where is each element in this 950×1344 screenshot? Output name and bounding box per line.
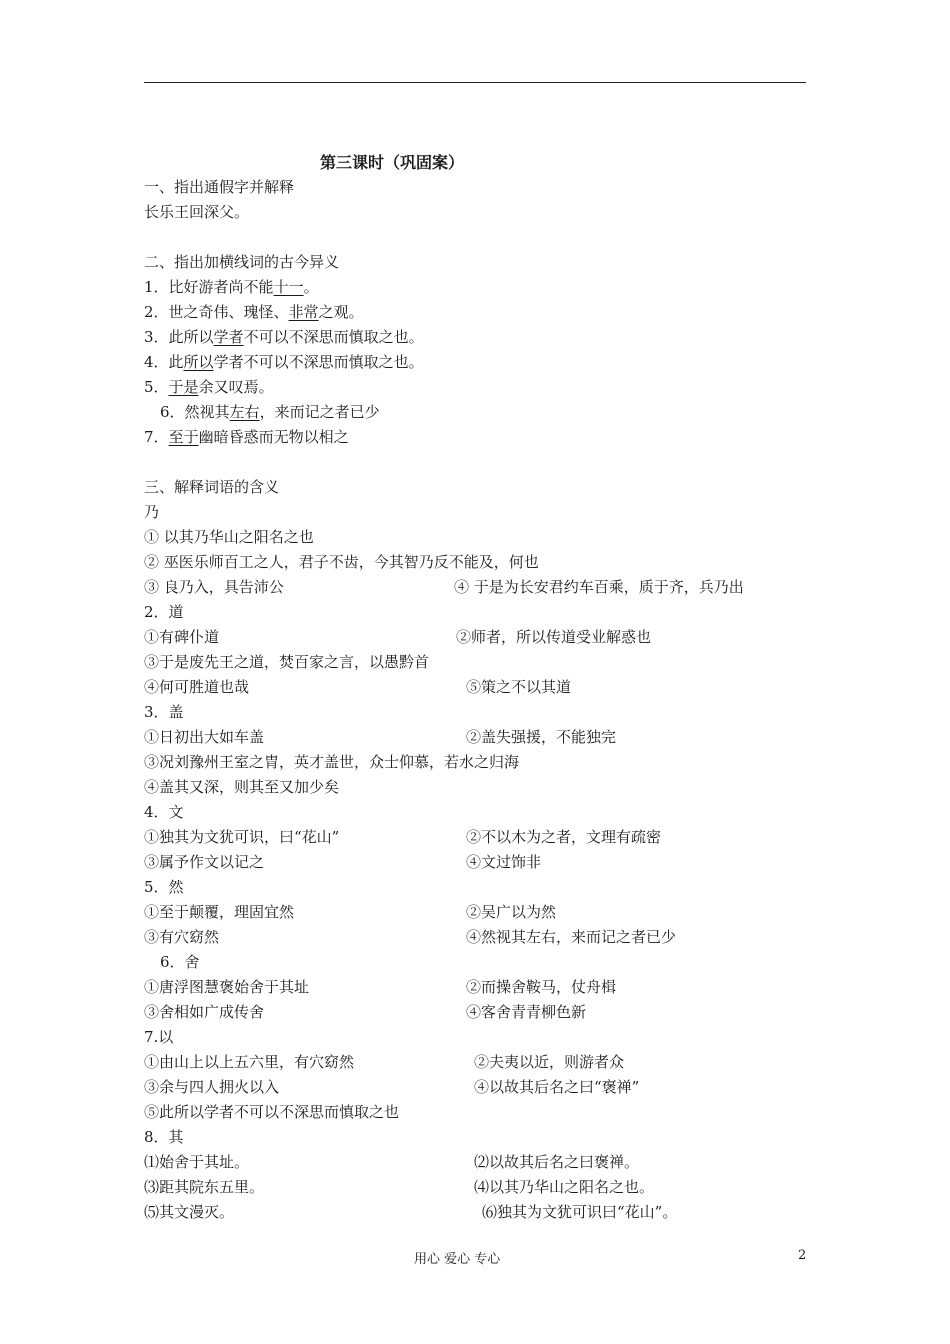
section-2-heading: 二、指出加横线词的古今异义 xyxy=(144,253,340,271)
example-line-pair: ①有碑仆道 ②师者，所以传道受业解惑也 xyxy=(144,628,652,646)
example-line-pair: ⑴始舍于其址。 ⑵以故其后名之曰褒禅。 xyxy=(144,1153,640,1171)
word-heading: 6．舍 xyxy=(160,953,200,971)
example-line-pair: ③余与四人拥火以入 ④以故其后名之曰“褒禅” xyxy=(144,1078,640,1096)
s2-item-6: 6．然视其左右，来而记之者已少 xyxy=(160,403,380,421)
document-body xyxy=(144,175,824,1225)
s2-item-2: 2．世之奇伟、瑰怪、非常之观。 xyxy=(144,303,364,321)
section-1-line: 长乐王回深父。 xyxy=(144,203,250,221)
s2-item-1: 1．比好游者尚不能十一。 xyxy=(144,278,319,296)
word-heading: 5．然 xyxy=(144,878,184,896)
page-title: 第三课时（巩固案） xyxy=(320,153,465,172)
example-line: ⑤此所以学者不可以不深思而慎取之也 xyxy=(144,1103,400,1121)
word-heading: 7.以 xyxy=(144,1028,174,1046)
example-line-pair: ③属予作文以记之 ④文过饰非 xyxy=(144,853,542,871)
word-heading: 乃 xyxy=(144,503,160,521)
blank-line xyxy=(144,225,824,250)
underlined-word: 所以 xyxy=(183,353,214,371)
example-line-pair: ①日初出大如车盖 ②盖失强援，不能独完 xyxy=(144,728,617,746)
example-line-pair: ③ 良乃入，具告沛公 ④ 于是为长安君约车百乘，质于齐，兵乃出 xyxy=(144,578,744,596)
example-line: ④盖其又深，则其至又加少矣 xyxy=(144,778,340,796)
underlined-word: 十一 xyxy=(273,278,304,296)
example-line: ① 以其乃华山之阳名之也 xyxy=(144,528,314,546)
example-line-pair: ⑸其文漫灭。 ⑹独其为文犹可识曰“花山”。 xyxy=(144,1203,678,1221)
example-line-pair: ④何可胜道也哉 ⑤策之不以其道 xyxy=(144,678,572,696)
example-line: ③况刘豫州王室之胄，英才盖世，众士仰慕，若水之归海 xyxy=(144,753,520,771)
word-heading: 4．文 xyxy=(144,803,184,821)
underlined-word: 左右 xyxy=(229,403,260,421)
blank-line xyxy=(144,450,824,475)
example-line-pair: ①独其为文犹可识，曰“花山” ②不以木为之者，文理有疏密 xyxy=(144,828,662,846)
underlined-word: 至于 xyxy=(168,428,199,446)
example-line: ② 巫医乐师百工之人，君子不齿，今其智乃反不能及，何也 xyxy=(144,553,539,571)
s2-item-5: 5．于是余又叹焉。 xyxy=(144,378,274,396)
word-heading: 8．其 xyxy=(144,1128,184,1146)
s2-item-3: 3．此所以学者不可以不深思而慎取之也。 xyxy=(144,328,424,346)
header-rule xyxy=(144,82,806,83)
underlined-word: 学者 xyxy=(213,328,244,346)
s2-item-4: 4．此所以学者不可以不深思而慎取之也。 xyxy=(144,353,424,371)
page-number: 2 xyxy=(798,1248,807,1263)
underlined-word: 非常 xyxy=(288,303,319,321)
section-1-heading: 一、指出通假字并解释 xyxy=(144,178,295,196)
page-footer: 用心 爱心 专心 xyxy=(414,1252,501,1267)
example-line-pair: ③有穴窈然 ④然视其左右，来而记之者已少 xyxy=(144,928,677,946)
example-line-pair: ⑶距其院东五里。 ⑷以其乃华山之阳名之也。 xyxy=(144,1178,655,1196)
example-line-pair: ①唐浮图慧褒始舍于其址 ②而操舍鞍马，仗舟楫 xyxy=(144,978,617,996)
word-heading: 3．盖 xyxy=(144,703,184,721)
example-line-pair: ①由山上以上五六里，有穴窈然 ②夫夷以近，则游者众 xyxy=(144,1053,625,1071)
example-line-pair: ①至于颠覆，理固宜然 ②吴广以为然 xyxy=(144,903,557,921)
underlined-word: 于是 xyxy=(168,378,199,396)
word-heading: 2．道 xyxy=(144,603,184,621)
example-line: ③于是废先王之道，焚百家之言，以愚黔首 xyxy=(144,653,430,671)
example-line-pair: ③舍相如广成传舍 ④客舍青青柳色新 xyxy=(144,1003,587,1021)
section-3-heading: 三、解释词语的含义 xyxy=(144,478,280,496)
s2-item-7: 7．至于幽暗昏惑而无物以相之 xyxy=(144,428,349,446)
